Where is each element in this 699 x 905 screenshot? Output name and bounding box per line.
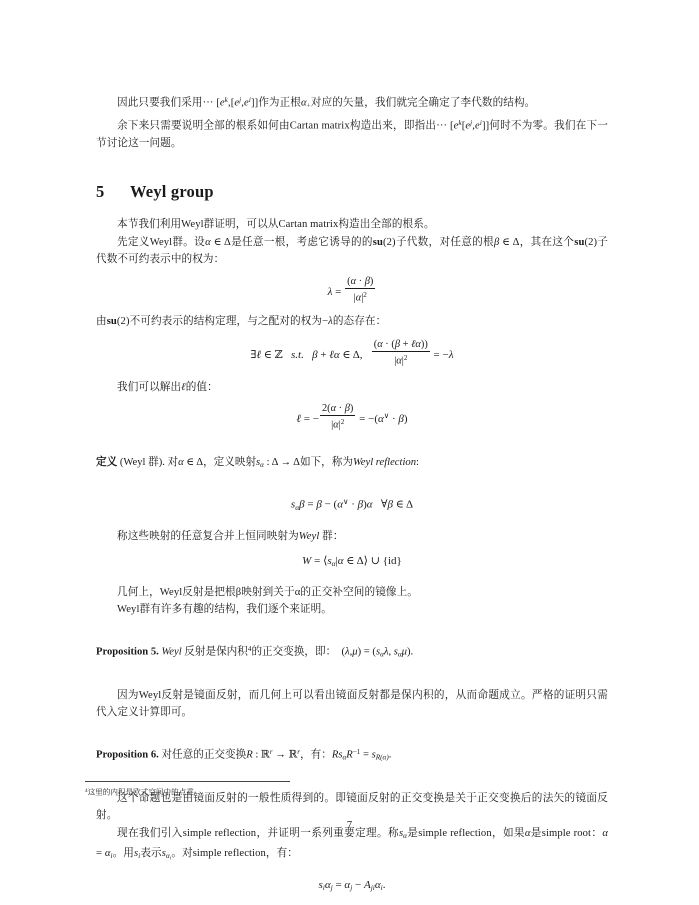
equation-weyl-reflection: $s_\alpha\beta = \beta - (\alpha^\vee \cdot \beta)\alpha$ ∀β ∈ Δ — [290, 496, 414, 512]
definition-label: 定义 — [96, 456, 118, 468]
paragraph-p6: 几何上，Weyl反射是把根β映射到关于α的正交补空间的镜像上。 — [117, 586, 418, 598]
spacer — [96, 572, 608, 584]
definition-term: Weyl reflection — [352, 456, 416, 468]
proposition-6: Proposition 6. 对任意的正交变换R : ℝ$^r$ → ℝ$^r$，有：$Rs_\alpha R^{-1} = s_{R(\alpha)}$. — [96, 748, 392, 763]
equation-lambda: λ = $\frac{(\alpha \cdot \beta)}{|\alpha|^2}$ — [327, 275, 374, 304]
equation-simple-reflection: $s_i\alpha_j = \alpha_j - A_{ji}\alpha_i$. — [318, 879, 386, 893]
spacer — [96, 546, 608, 553]
spacer — [96, 202, 608, 216]
paragraph-p2: 先定义Weyl群。设α ∈ Δ是任意一根，考虑它诱导的的su(2)子代数，对任意的根β ∈ Δ，其在这个su(2)子代数不可约表示中的权为： — [96, 236, 608, 266]
footnote — [85, 786, 608, 798]
definition-name: (Weyl 群). — [119, 456, 165, 468]
equation-l-value: ℓ = − $\frac{2(\alpha \cdot \beta)}{|\alpha|^2}$ = −(α∨ · β) — [296, 402, 408, 431]
equation-weyl-group: $W = ⟨s_\alpha|\alpha$ ∈ Δ⟩ ∪ {id} — [302, 554, 402, 568]
proposition-5-lead: Weyl — [161, 646, 182, 658]
paragraph-p9: 这个命题也是由镜面反射的一般性质得到的。即镜面反射的正交变换是关于正交变换后的法矢的镜面反射。 — [96, 793, 608, 822]
page-content — [96, 92, 608, 896]
fraction: $\frac{(\alpha \cdot \beta)}{|\alpha|^2}$ — [347, 275, 374, 304]
proposition-6-label: Proposition 6. — [96, 750, 159, 761]
fraction: $\frac{\text{(α · (β + ℓα))}}{|\alpha|^2}$ — [373, 338, 428, 367]
footnote-marker: 4 — [247, 645, 252, 654]
paragraph-p1: 本节我们利用Weyl群证明，可以从Cartan matrix构造出全部的根系。 — [117, 219, 435, 231]
spacer — [96, 431, 608, 443]
paragraph-p5: 称这些映射的任意复合并上恒同映射为Weyl 群： — [117, 531, 344, 543]
spacer — [96, 331, 608, 339]
spacer — [96, 515, 608, 528]
paragraph-p7: Weyl群有许多有趣的结构，我们逐个来证明。 — [117, 604, 332, 616]
section-heading — [96, 182, 608, 202]
footnote-rule — [85, 781, 290, 782]
footnote-body: 这里的内积是欧式空间中的点乘。 — [87, 787, 202, 797]
spacer — [96, 675, 608, 687]
section-number: 5 — [96, 182, 105, 202]
footnote-number: 4 — [85, 788, 88, 794]
spacer — [96, 152, 608, 166]
spacer — [96, 722, 608, 734]
spacer — [96, 485, 608, 494]
proposition-5: Proposition 5. Weyl 反射是保内积$^4$的正交变换，即： $(\lambda,\mu) = (s_\alpha\lambda$, $s_\alpha\mu$). — [96, 645, 414, 659]
definition-weyl-group: 定义 (Weyl 群). 对α ∈ Δ，定义映射$s_\alpha$ : Δ → Δ如下，称为Weyl reflection: — [96, 456, 419, 469]
equation-exists-l: ∃ℓ ∈ ℤ s.t. β + ℓα ∈ Δ, $\frac{\text{(α · (β + ℓα))}}{|\alpha|^2}$ = −λ — [250, 338, 454, 367]
page-number: 7 — [346, 820, 353, 831]
spacer — [96, 304, 608, 313]
spacer — [96, 166, 608, 182]
spacer — [96, 619, 608, 631]
spacer — [96, 868, 608, 877]
paragraph-p10: 现在我们引入simple reflection，并证明一系列重要定理。称$s_\alpha$是simple reflection，如果α是simple root：$\alpha = \alpha_i$。用$s_i$表示$s_{\alpha_i}$。对simple reflection，有： — [96, 827, 608, 862]
footnote-area — [85, 781, 608, 798]
section-title: Weyl group — [130, 182, 214, 202]
paragraph-p8: 因为Weyl反射是镜面反射，而几何上可以看出镜面反射都是保内积的，从而命题成立。严格的证明只需代入定义计算即可。 — [96, 690, 608, 719]
proposition-5-label: Proposition 5. — [96, 646, 159, 658]
spacer — [96, 367, 608, 379]
fraction: $\frac{2(\alpha \cdot \beta)}{|\alpha|^2}$ — [321, 402, 354, 431]
paragraph-intro-2: 余下来只需要说明全部的根系如何由Cartan matrix构造出来，即指出··· $[e^k[e^j,e^i]]$何时不为零。我们在下一节讨论这一问题。 — [96, 119, 608, 150]
paragraph-intro-1: 因此只要我们采用··· $[e^k,[e^j,e^i]]$作为正根$\alpha_+$对应的矢量，我们就完全确定了李代数的结构。 — [117, 96, 536, 110]
paragraph-p4: 我们可以解出ℓ的值： — [117, 382, 218, 394]
spacer — [96, 269, 608, 276]
paragraph-p3: 由su(2)不可约表示的结构定理，与之配对的权为−λ的态存在： — [96, 316, 387, 328]
